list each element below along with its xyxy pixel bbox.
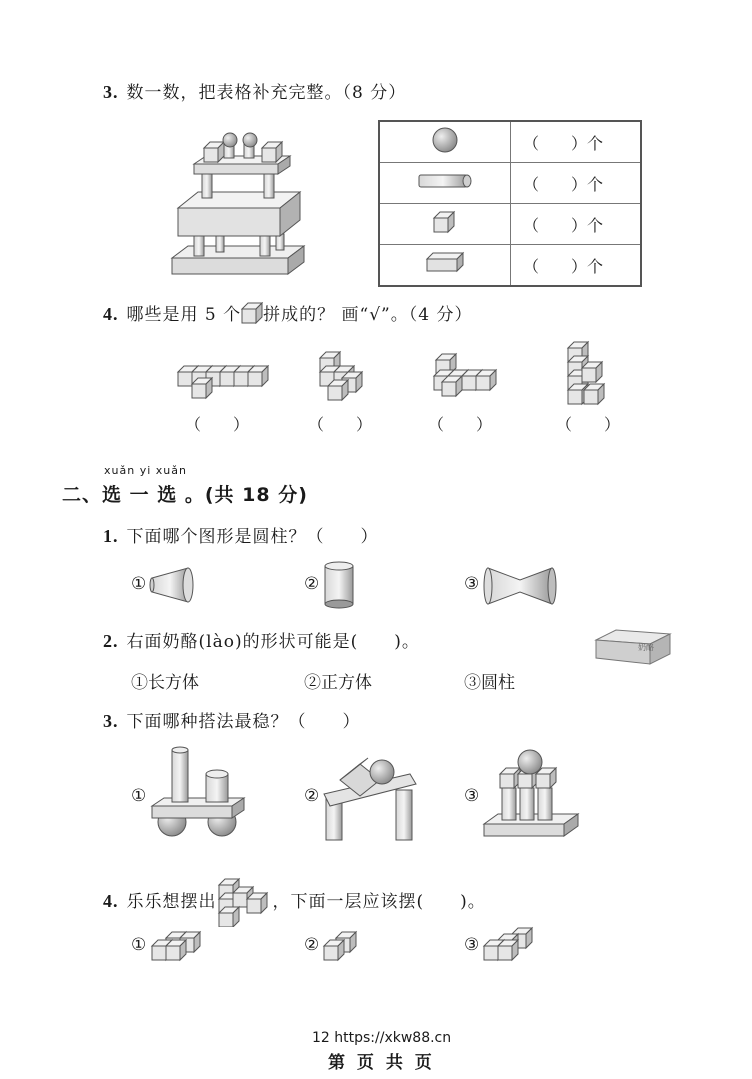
question-number: 3.: [103, 711, 119, 731]
question-number: 4.: [103, 304, 119, 324]
count-table: [378, 120, 642, 287]
stack-option-2-figure: [320, 750, 420, 842]
option-2-label[interactable]: ②: [304, 574, 320, 594]
table-row: [379, 204, 641, 245]
table-row: [379, 163, 641, 204]
question-text-after: ，下面一层应该摆( )。: [272, 892, 486, 912]
answer-paren-a[interactable]: （ ）: [185, 415, 250, 434]
question-text-before: 哪些是用 5 个: [126, 305, 242, 325]
answer-cell[interactable]: （ ）个: [511, 204, 642, 245]
question-text-after: 拼成的？ 画“√”。（4 分）: [263, 305, 473, 325]
s2-question-2: [103, 627, 420, 652]
question-4: [103, 300, 472, 325]
target-cube-figure: [217, 877, 273, 927]
option-2[interactable]: ②正方体: [304, 673, 372, 693]
option-2-label[interactable]: ②: [304, 935, 320, 955]
answer-cell[interactable]: （ ）个: [511, 245, 642, 287]
question-text: 数一数，把表格补充完整。（8 分）: [126, 83, 407, 103]
table-row: [379, 121, 641, 163]
hourglass-icon: [482, 566, 558, 606]
option-3-label[interactable]: ③: [464, 574, 480, 594]
question-text: 下面哪种搭法最稳？（ ）: [126, 712, 361, 732]
cube-figure-b: [318, 350, 368, 402]
answer-cell[interactable]: （ ）个: [511, 163, 642, 204]
question-number: 1.: [103, 526, 119, 546]
frustum-icon: [148, 566, 198, 606]
cube-figure-d: [566, 340, 616, 410]
table-row: [379, 245, 641, 287]
option-3[interactable]: ③圆柱: [464, 673, 515, 693]
s2-question-1: [103, 522, 379, 547]
layer-option-1-figure: [150, 930, 206, 964]
question-3: [103, 78, 406, 103]
cube-figure-a: [176, 360, 272, 402]
cheese-box: [594, 628, 672, 668]
s2-question-3: [103, 707, 361, 732]
option-3-label[interactable]: ③: [464, 935, 480, 955]
cube-icon: [379, 204, 511, 245]
question-number: 4.: [103, 891, 119, 911]
option-1-label[interactable]: ①: [131, 935, 147, 955]
answer-paren-c[interactable]: （ ）: [428, 415, 493, 434]
cylinder-icon: [379, 163, 511, 204]
question-text-before: 乐乐想摆出: [126, 892, 217, 912]
question-number: 2.: [103, 631, 119, 651]
question-number: 3.: [103, 82, 119, 102]
layer-option-3-figure: [482, 926, 544, 966]
cylinder-option-icon: [322, 560, 358, 610]
stack-option-1-figure: [148, 744, 248, 840]
section-pinyin: xuǎn yi xuǎn: [104, 464, 187, 477]
cuboid-icon: [379, 245, 511, 287]
cheese-box-label: 奶酪: [638, 643, 654, 652]
footer-page: 第 页 共 页: [328, 1053, 435, 1073]
option-1-label[interactable]: ①: [131, 786, 147, 806]
answer-paren-d[interactable]: （ ）: [556, 415, 621, 434]
section-title: 二、选 一 选 。(共 18 分): [62, 484, 308, 506]
option-1[interactable]: ①长方体: [131, 673, 199, 693]
option-3-label[interactable]: ③: [464, 786, 480, 806]
layer-option-2-figure: [322, 930, 362, 964]
cube-figure-c: [432, 352, 498, 402]
stack-option-3-figure: [482, 744, 582, 840]
answer-cell[interactable]: （ ）个: [511, 121, 642, 163]
question-text: 下面哪个图形是圆柱？（ ）: [126, 527, 379, 547]
question-text: 右面奶酪(lào)的形状可能是( )。: [126, 632, 420, 652]
small-cube-icon: [241, 302, 263, 324]
s2-question-4: [103, 877, 486, 927]
sphere-icon: [379, 121, 511, 163]
option-2-label[interactable]: ②: [304, 786, 320, 806]
stacked-blocks-illustration: [168, 128, 308, 280]
answer-paren-b[interactable]: （ ）: [308, 415, 373, 434]
option-1-label[interactable]: ①: [131, 574, 147, 594]
footer-url: 12 https://xkw88.cn: [312, 1030, 452, 1046]
